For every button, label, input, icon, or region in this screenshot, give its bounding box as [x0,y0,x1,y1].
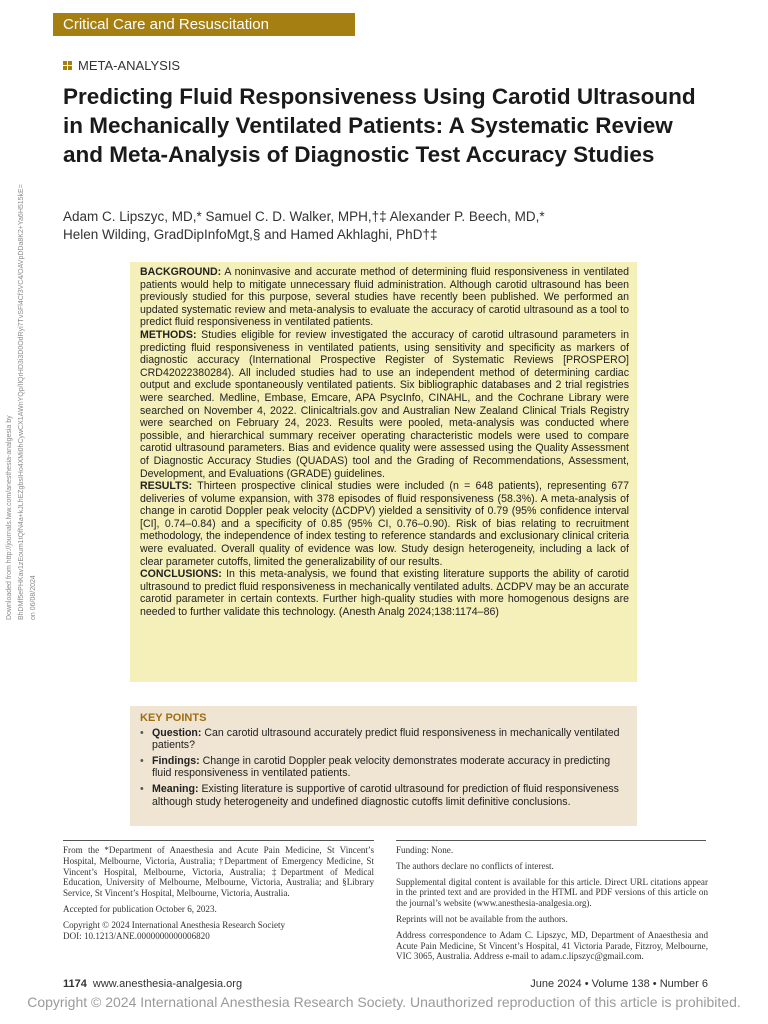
footer-left [63,978,242,990]
page-number: 1174 [63,978,87,990]
page-footer [63,978,708,990]
results-label: RESULTS: [140,480,193,493]
key-point-item [140,755,627,780]
methods-text: Studies eligible for review investigated the accuracy of carotid ultrasound parameters in predicting fluid responsiveness in ventilated patients, using sensitivity and specificity as markers of diagnostic accuracy (International Prospective Register of Systematic Reviews [PROSPERO] CRD42022380284). All included studies had to use an independent method of determining cardiac output and exclude spontaneously ventilated patients. Six bibliographic databases and 2 trial registries were searched. Medline, Embase, Emcare, APA PsycInfo, CINAHL, and the Cochrane Library were searched on November 4, 2022. Clinicaltrials.gov and Australian New Zealand Clinical Trials Registry were searched on February 24, 2023. Results were pooled, meta-analysis was conducted where possible, and hierarchical summary receiver operating characteristic models were used to compare carotid ultrasound parameters. Bias and evidence quality were assessed using the Quality Assessment of Diagnostic Accuracy Studies (QUADAS) tool and the Grading of Recommendations, Assessment, Development, and Evaluations (GRADE) guidelines. [140,328,629,480]
conflicts: The authors declare no conflicts of interest. [396,860,554,871]
key-point-text: Existing literature is supportive of carotid ultrasound for prediction of fluid responsiveness although study heterogeneity and undefined diagnostic cutoffs limit definitive conclusions. [152,782,619,808]
article-title: Predicting Fluid Responsiveness Using Carotid Ultrasound in Mechanically Ventilated Patients: A Systematic Review and Meta-Analysis of Diagnostic Test Accuracy Studies [63,84,696,167]
issue-info: June 2024 • Volume 138 • Number 6 [530,978,708,990]
accepted-date: Accepted for publication October 6, 2023. [63,903,217,914]
journal-website: www.anesthesia-analgesia.org [92,978,243,990]
key-points-heading: KEY POINTS [140,712,207,724]
abstract-box [130,262,637,682]
abstract-methods [140,329,629,480]
article-type [63,58,180,73]
background-text: A noninvasive and accurate method of determining fluid responsiveness in ventilated patients would help to mitigate unnecessary fluid administration. Although carotid ultrasound has been previously studied for this purpose, several studies have recently been published. We performed an updated systematic review and meta-analysis to evaluate the accuracy of carotid ultrasound as a tool to predict fluid responsiveness in ventilated patients. [140,266,629,329]
grid-square-icon [63,61,72,70]
section-banner [53,13,355,36]
bullet-icon: • [140,754,144,767]
abstract-background [140,266,629,329]
key-points-box [130,706,637,826]
author-line-1: Adam C. Lipszyc, MD,* Samuel C. D. Walker, MPH,†‡ Alexander P. Beech, MD,* [63,209,545,224]
footnote-divider-right [396,840,706,841]
copyright-line: Copyright © 2024 International Anesthesia Research Society [63,919,286,930]
author-list [63,208,663,244]
key-point-item [140,727,627,752]
doi: DOI: 10.1213/ANE.0000000000006820 [63,930,210,941]
bullet-icon: • [140,782,144,795]
key-point-text: Change in carotid Doppler peak velocity demonstrates moderate accuracy in predicting fluid responsiveness in ventilated patients. [152,754,611,780]
bullet-icon: • [140,726,144,739]
results-text: Thirteen prospective clinical studies were included (n = 648 patients), representing 677 deliveries of volume expansion, with 378 episodes of fluid responsiveness (58.3%). A meta-analysis of change in carotid Doppler peak velocity (ΔCDPV) yielded a sensitivity of 0.79 (95% confidence interval [CI], 0.74–0.84) and a specificity of 0.85 (95% CI, 0.76–0.90). Risk of bias relating to recruitment methodology, the independence of index testing to reference standards and exclusionary clinical criteria were evaluated. Overall quality of evidence was low. Study design heterogeneity, including a lack of clear parameter cutoffs, limited the generalizability of our results. [140,480,629,568]
article-type-label: META-ANALYSIS [78,58,181,73]
key-point-label: Meaning: [152,782,199,795]
reprints-note: Reprints will not be available from the authors. [396,913,568,924]
abstract-results [140,480,629,568]
conclusions-text: In this meta-analysis, we found that existing literature supports the ability of carotid ultrasound to predict fluid responsiveness in mechanically ventilated adults. ΔCDPV may be an accurate carotid parameter in certain contexts. Further high-quality studies with more homogenous designs are needed to further validate this technology. (Anesth Analg 2024;138:1174–86) [140,568,629,619]
supplemental-note: Supplemental digital content is available for this article. Direct URL citations appear in the printed text and are provided in the HTML and PDF versions of this article on the journal’s website (www.anesthesia-analgesia.org). [396,876,708,909]
key-point-label: Question: [152,726,202,739]
affiliations: From the *Department of Anaesthesia and Acute Pain Medicine, St Vincent’s Hospital, Melbourne, Victoria, Australia; †Department of Emergency Medicine, St Vincent’s Hospital, Melbourne, Victoria, Australia; ‡Department of Medical Education, University of Melbourne, Melbourne, Victoria, Australia; and §Library Service, St Vincent’s Hospital, Melbourne, Victoria, Australia. [63,845,374,899]
author-line-2: Helen Wilding, GradDipInfoMgt,§ and Hamed Akhlaghi, PhD†‡ [63,227,438,242]
key-point-label: Findings: [152,754,200,767]
section-label: Critical Care and Resuscitation [63,16,269,33]
abstract-conclusions [140,568,629,618]
footnote-divider-left [63,840,374,841]
key-point-item [140,783,627,808]
correspondence: Address correspondence to Adam C. Lipszyc, MD, Department of Anaesthesia and Acute Pain Medicine, St Vincent’s Hospital, 41 Victoria Parade, Fitzroy, Melbourne, VIC 3065, Australia. Address e-mail to adam.c.lipszyc@gmail.com. [396,929,708,962]
download-watermark-text: Downloaded from http://journals.lww.com/anesthesia-analgesia by BhDMf5ePHKav1zEoum1tQfN4a+kJLhEZgbsIHo4XMi0hCywCX1AWnYQp/IlQrHD3i3D0OdRyi7TvSFl4Cf3VC4/OAVpDDa8K2+Ya6H515kE= on 06/08/2024 [6,184,37,620]
background-label: BACKGROUND: [140,266,222,278]
footnotes-right [396,845,708,967]
key-point-text: Can carotid ultrasound accurately predict fluid responsiveness in mechanically ventilated patients? [152,726,620,752]
funding: Funding: None. [396,845,454,855]
conclusions-label: CONCLUSIONS: [140,568,222,581]
footnotes-left [63,845,374,946]
methods-label: METHODS: [140,328,197,341]
copyright-banner: Copyright © 2024 International Anesthesia Research Society. Unauthorized reproduction of this article is prohibited. [27,994,741,1010]
download-watermark [4,180,40,620]
